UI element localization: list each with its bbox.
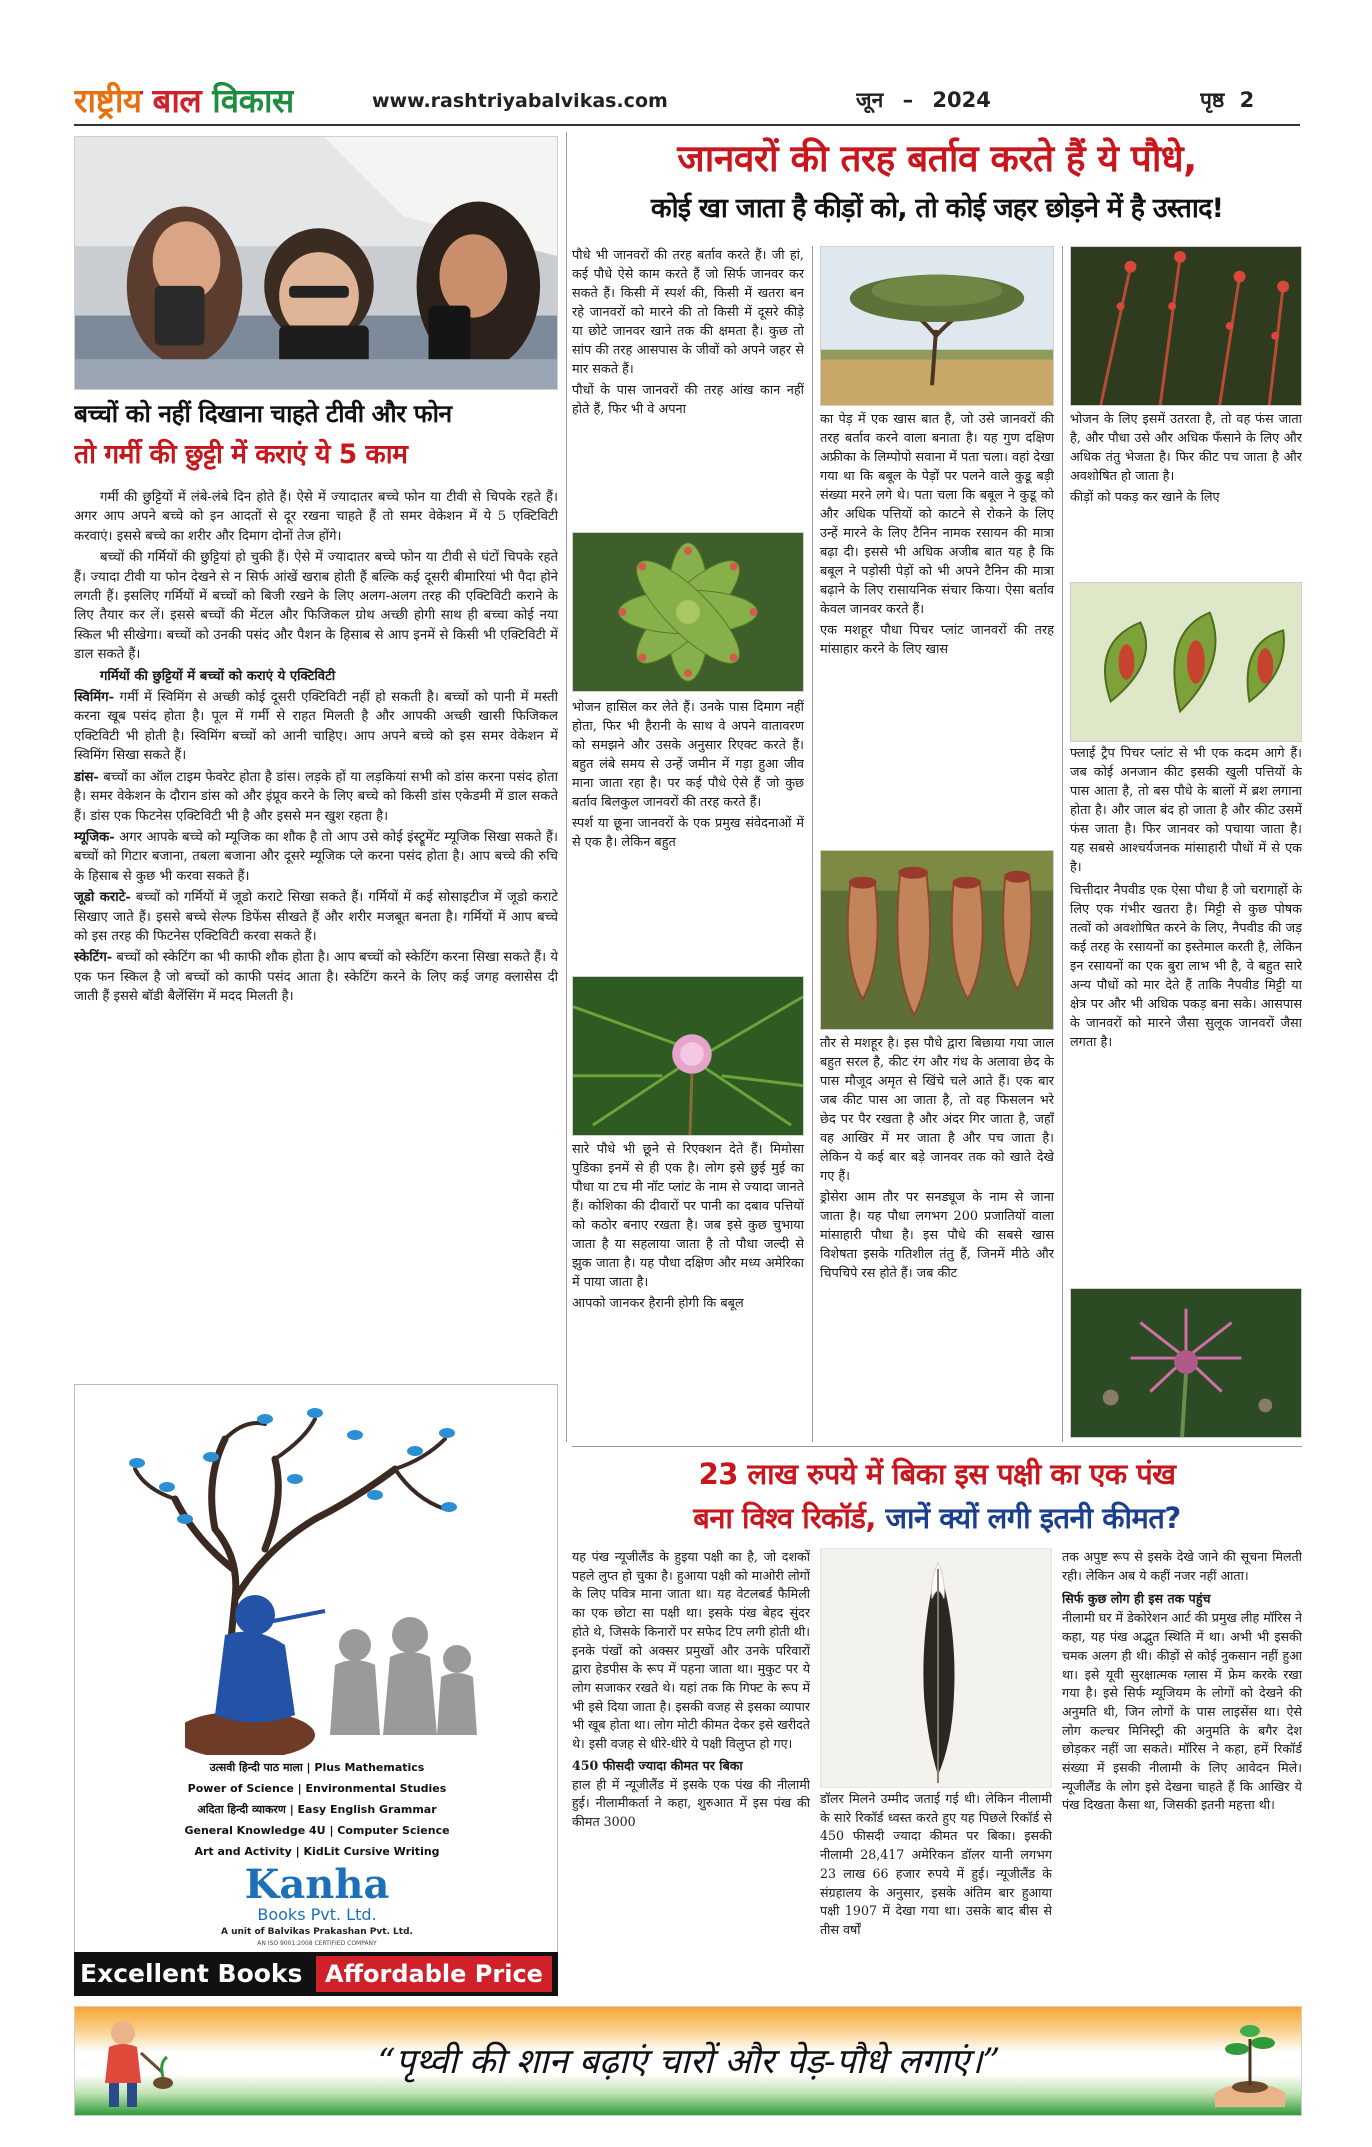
feather-subheading: सिर्फ कुछ लोग ही इस तक पहुंच [1062, 1591, 1211, 1607]
kids-subheading: गर्मियों की छुट्टियों में बच्चों को कराएं ये एक्टिविटी [100, 668, 336, 684]
activity-text: बच्चों का ऑल टाइम फेवरेट होता है डांस। लड़के हों या लड़कियां सभी को डांस करना पसंद होता है। समर वेकेशन के दौरान डांस को और इंप्रूव करने के लिए बच्चे को किसी डांस एकेडमी में डाल सकते हैं। डांस एक फिटनेस एक्टिविटी भी है और इससे मन खुश रहता है। [74, 769, 558, 824]
book-line: Power of Science | Environmental Studies [187, 1782, 447, 1795]
kids-article-headline [74, 394, 558, 484]
kids-headline-line1: बच्चों को नहीं दिखाना चाहते टीवी और फोन [74, 399, 452, 428]
column-divider [1062, 246, 1063, 1442]
issue-date [856, 84, 1056, 116]
book-line: Art and Activity | KidLit Cursive Writing [194, 1845, 440, 1858]
huia-feather-photo [820, 1548, 1052, 1788]
krishna-silhouette [185, 1575, 485, 1755]
kids-intro-para: गर्मी की छुट्टियों में लंबे-लंबे दिन होते हैं। ऐसे में ज्यादातर बच्चे फोन या टीवी से चिपके रहते हैं। अगर आप अपने बच्चे को इन आदतों से दूर रखना चाहते हैं तो समर वेकेशन में ये 5 एक्टिविटी करवाएं। इससे बच्चे का शरीर और दिमाग दोनों तेज होंगे। [74, 490, 558, 544]
plants-col3-mid [1070, 744, 1302, 1272]
feather-subheading: 450 फीसदी ज्यादा कीमत पर बिका [572, 1757, 743, 1773]
page-number [1200, 84, 1320, 116]
masthead [0, 0, 1372, 126]
plants-para: भोजन हासिल कर लेते हैं। उनके पास दिमाग नहीं होता, फिर भी हैरानी के साथ वे अपने वातावरण को समझने और उसके अनुसार रिएक्ट करते हैं। बहुत लंबे समय से उन्हें जमीन में गड़ा हुआ जीव माना जाता रहा है। पर कई पौधे ऐसे हैं जो कुछ बर्ताव बिलकुल जानवरों की तरह करते हैं। [572, 700, 804, 810]
activity-text: गर्मी में स्विमिंग से अच्छी कोई दूसरी एक्टिविटी नहीं हो सकती है। बच्चों को पानी में मस्ती करना खूब पसंद होता है। पूल में गर्मी से राहत मिलती है और आपकी अच्छी खासी फिजिकल एक्टिविटी भी होती है। स्विमिंग बच्चों को आनी चाहिए। आप अपने बच्चे को इस समर वेकेशन में स्विमिंग सिखा सकते हैं। [74, 690, 558, 764]
acacia-tree-photo [820, 246, 1054, 406]
page-label: पृष्ठ [1200, 88, 1225, 112]
kanha-books-advert[interactable] [74, 1384, 558, 1976]
environment-banner [74, 2006, 1302, 2116]
company-sub: Books Pvt. Ltd. [257, 1905, 377, 1924]
plants-headline-line1: जानवरों की तरह बर्ताव करते हैं ये पौधे, [677, 137, 1197, 180]
plants-headline-line2: कोई खा जाता है कीड़ों को, तो कोई जहर छोड़ने में है उस्ताद! [650, 193, 1224, 224]
book-list [105, 1757, 529, 1865]
child-planting-icon [83, 2013, 173, 2111]
feather-col3 [1062, 1548, 1302, 1968]
kids-with-phones-photo [74, 136, 558, 390]
plants-para: एक मशहूर पौधा पिचर प्लांट जानवरों की तरह मांसाहार करने के लिए खास [820, 623, 1054, 657]
venus-flytrap-photo [1070, 582, 1302, 742]
company-name: Kanha [244, 1863, 390, 1907]
plants-col1-top [572, 246, 804, 558]
pitcher-plant-photo [820, 850, 1054, 1030]
website-link[interactable]: www.rashtriyabalvikas.com [372, 90, 668, 112]
date-dash: – [902, 88, 914, 112]
activity-term: स्केटिंग- [74, 950, 113, 966]
brand-logo[interactable] [74, 78, 354, 124]
issue-year: 2024 [932, 88, 991, 112]
company-iso: AN ISO 9001:2008 CERTIFIED COMPANY [257, 1940, 377, 1947]
masthead-rule [74, 124, 1300, 126]
brand-name: राष्ट्रीय बाल विकास [74, 81, 294, 120]
feather-col1 [572, 1548, 810, 1968]
plants-para: का पेड़ में एक खास बात है, जो उसे जानवरों की तरह बर्ताव करने वाला बनाता है। यह गुण दक्षिण अफ्रीका के लिम्पोपो सवाना में पता चला। वहां देखा गया था कि बबूल के पेड़ों पर पलने वाले कुडू बड़ी संख्या मरने लगे थे। पता चला कि बबूल ने कुडू को और अधिक पत्तियों को काटने से रोकने के लिए उन्हें मारने के लिए टैनिन नामक रसायन की मात्रा बढ़ा दी। इससे भी अधिक अजीब बात यह है कि बबूल ने पड़ोसी पेड़ों को भी अपने टैनिन की मात्रा बढ़ाने के लिए रासायनिक संचार किया। ऐसा बर्ताव केवल जानवर करते हैं। [820, 412, 1054, 617]
book-line: उत्सवी हिन्दी पाठ माला | Plus Mathematics [209, 1761, 425, 1774]
activity-judo [74, 888, 558, 946]
plants-article-headline [572, 132, 1302, 242]
feather-headline-part-a: बना विश्व रिकॉर्ड, [693, 1501, 876, 1535]
feather-para: डॉलर मिलने उम्मीद जताई गई थी। लेकिन नीलामी के सारे रिकॉर्ड ध्वस्त करते हुए यह पिछले रिकॉर्ड से 450 फीसदी ज्यादा कीमत पर बिका। इसकी नीलामी 28,417 अमेरिकन डॉलर यानी लगभग 23 लाख 66 हजार रुपये में हुई। न्यूजीलैंड के संग्रहालय के अनुसार, इसके अंतिम बार हुआया पक्षी 1907 में देखा गया था। उसके बाद बीस से तीस वर्षों [820, 1791, 1052, 1937]
banner-slogan: “पृथ्वी की शान बढ़ाएं चारों और पेड़-पौधे लगाएं।” [377, 2042, 1001, 2082]
tagline-right: Affordable Price [316, 1956, 552, 1992]
activity-music [74, 828, 558, 886]
plants-para: स्पर्श या छूना जानवरों के एक प्रमुख संवेदनाओं में से एक है। लेकिन बहुत [572, 816, 804, 850]
sundew-photo [572, 532, 804, 692]
mimosa-photo [572, 976, 804, 1136]
feather-headline-line1: 23 लाख रुपये में बिका इस पक्षी का एक पंख [698, 1457, 1176, 1491]
plants-para: भोजन के लिए इसमें उतरता है, तो वह फंस जाता है, और पौधा उसे और अधिक फँसाने के लिए और अधिक तंतु भेजता है। फिर कीट पच जाता है और अवशोषित हो जाता है। [1070, 412, 1302, 484]
kids-article-body [74, 488, 558, 1360]
plants-intro: पौधे भी जानवरों की तरह बर्ताव करते हैं। जी हां, कई पौधे ऐसे काम करते हैं जो सिर्फ जानवर कर सकते हैं। किसी में स्पर्श की, किसी में खतरा बन रहे जानवरों को मारने की तो किसी में दूसरे कीड़े या छोटे जानवर खाने तक की क्षमता है। कुछ तो सांप की तरह आसपास के जीवों को अपने जहर से मार सकते हैं। [572, 248, 804, 377]
plants-para: चित्तीदार नैपवीड एक ऐसा पौधा है जो चरागाहों के लिए एक गंभीर खतरा है। मिट्टी से कुछ पोषक तत्वों को अवशोषित करने के लिए, नैपवीड की जड़ कई तरह के रसायनों का इस्तेमाल करती है, लेकिन इन रसायनों का एक बुरा लाभ भी है, वे बहुत सारे अन्य पौधों को मार देते हैं ताकि नैपवीड मिट्टी या क्षेत्र पर और भी अधिक पकड़ बना सके। आसपास के जानवरों को मारने जैसा सुलूक जानवरों जैसा लगता है। [1070, 883, 1302, 1050]
book-line: General Knowledge 4U | Computer Science [184, 1824, 450, 1837]
book-line: अदिता हिन्दी व्याकरण | Easy English Grammar [197, 1803, 437, 1816]
plants-para: फ्लाई ट्रैप पिचर प्लांट से भी एक कदम आगे हैं। जब कोई अनजान कीट इसकी खुली पत्तियों के पास आता है, तो बस पौधे के बालों में ब्रश लगाना होता है। और जाल बंद हो जाता है और कीट उसमें फंस जाता है। फिर जानवर को पचाया जाता है। यह सबसे आश्चर्यजनक मांसाहारी पौधों में से एक है। [1070, 746, 1302, 875]
activity-swimming [74, 688, 558, 766]
knapweed-photo [1070, 1288, 1302, 1438]
tagline-left: Excellent Books [80, 1959, 303, 1988]
activity-text: बच्चों को गर्मियों में जूडो कराटे सिखा सकते हैं। गर्मियों में कई सोसाइटीज में जूडो कराटे सिखाए जाते हैं। इससे बच्चे सेल्फ डिफेंस सीखते हैं और शरीर मजबूत बनता है। गर्मियों में आप बच्चे को इस तरह की फिटनेस एक्टिविटी करवा सकते हैं। [74, 890, 558, 944]
activity-term: स्विमिंग- [74, 690, 115, 706]
activity-skating [74, 948, 558, 1006]
plants-col3-top [1070, 410, 1302, 578]
sundew-closeup-photo [1070, 246, 1302, 406]
activity-term: जूडो कराटे- [74, 890, 131, 906]
kids-headline-line2: तो गर्मी की छुट्टी में कराएं ये 5 काम [74, 439, 408, 470]
activity-text: बच्चों को स्केटिंग का भी काफी शौक होता है। आप बच्चों को स्केटिंग करना सिखा सकते हैं। ये एक फन स्किल है जो बच्चों को काफी पसंद आता है। स्केटिंग करने के लिए कई जगह क्लासेस दी जाती हैं इससे बॉडी बैलेंसिंग में मदद मिलती है। [74, 950, 558, 1005]
page-number-value: 2 [1239, 88, 1255, 112]
advert-tagline-bar [74, 1952, 558, 1996]
activity-term: डांस- [74, 769, 99, 785]
feather-headline-line2 [572, 1496, 1302, 1540]
activity-text: अगर आपके बच्चे को म्यूजिक का शौक है तो आप उसे कोई इंस्ट्रूमेंट म्यूजिक सिखा सकते हैं। बच्चों को गिटार बजाना, तबला बजाना और दूसरे म्यूजिक प्ले करना पसंद होता है। आप बच्चे की रुचि के हिसाब से कुछ भी करवा सकते हैं। [74, 829, 558, 884]
feather-article-headline [572, 1452, 1302, 1544]
feather-para: यह पंख न्यूजीलैंड के हुइया पक्षी का है, जो दशकों पहले लुप्त हो चुका है। हुआया पक्षी को माओरी लोगों के लिए पवित्र माना जाता था। यह वेटलबर्ड फैमिली का एक छोटा सा पक्षी था। इसके पंख बेहद सुंदर होते थे, जिसके किनारों पर सफेद टिप लगी होती थी। इनके पंखों को अक्सर प्रमुखों और उनके परिवारों द्वारा हेडपीस के रूप में पहना जाता था। मुकुट पर ये लोग सजाकर रखते थे। यहां तक कि गिफ्ट के रूप में भी इसे दिया जाता है। इसकी वजह से इसका व्यापार भी खूब होता था। लोग मोटी कीमत देकर इसे खरीदते थे। इसी वजह से धीरे-धीरे ये पक्षी विलुप्त हो गए। [572, 1549, 810, 1752]
activity-term: म्यूजिक- [74, 829, 115, 845]
section-divider [572, 1446, 1302, 1447]
plants-para: सारे पौधे भी छूने से रिएक्शन देते हैं। मिमोसा पुडिका इनमें से ही एक है। लोग इसे छुई मुई का पौधा या टच मी नॉट प्लांट के नाम से ज्यादा जानते हैं। कोशिका की दीवारों पर पानी का दबाव पत्तियों को कठोर बनाए रखता है। जब इसे कुछ चुभाया जाता है या सहलाया जाता है तो पौधा जल्दी से झुक जाता है। यह पौधा दक्षिण और मध्य अमेरिका में पाया जाता है। [572, 1142, 804, 1290]
plants-para: कीड़ों को पकड़ कर खाने के लिए [1070, 490, 1220, 505]
kids-body-para: बच्चों की गर्मियों की छुट्टियां हो चुकी हैं। ऐसे में ज्यादातर बच्चे फोन या टीवी से घंटों चिपके रहते हैं। ज्यादा टीवी या फोन देखने से न सिर्फ आंखें खराब होती हैं बल्कि कई दूसरी बीमारियां भी पैदा होने लगती हैं। इसलिए गर्मियों में बच्चों को बिजी रखने के लिए अलग-अलग तरह की एक्टिविटी कराने के लिए तैयार कर लें। इससे बच्चों की मेंटल और फिजिकल ग्रोथ अच्छी होगी साथ ही बच्चा कोई नया स्किल भी सीखेगा। बच्चों को उनकी पसंद और पैशन के हिसाब से आप इनमें से किसी भी एक्टिविटी में डाल सकते हैं। [74, 550, 558, 663]
column-divider [566, 132, 567, 1442]
feather-para: तक अपुष्ट रूप से इसके देखे जाने की सूचना मिलती रही। लेकिन अब ये कहीं नजर नहीं आता। [1062, 1549, 1302, 1583]
issue-month: जून [856, 88, 884, 112]
feather-para: नीलामी घर में डेकोरेशन आर्ट की प्रमुख लीह मॉरिस ने कहा, यह पंख अद्भुत स्थिति में था। अभी भी इसकी चमक अलग ही थी। कीड़ों से कोई नुकसान नहीं हुआ था। इसे यूवी सुरक्षात्मक ग्लास में फ्रेम करके रखा गया है। इसे सिर्फ म्यूजियम के लोगों को देखने की अनुमति थी, जिन लोगों के पास लाइसेंस था। ऐसे लोग कल्चर मिनिस्ट्री की अनुमति के बगैर देश छोड़कर नहीं जा सकते। मॉरिस ने कहा, हमें रिकॉर्ड संख्या में इसकी नीलामी के लिए आवेदन मिले। न्यूजीलैंड के लोग इसे देखना चाहते हैं कि आखिर ये पंख दिखता कैसा था, जिसकी इतनी महत्ता थी। [1062, 1610, 1302, 1813]
company-unit: A unit of Balvikas Prakashan Pvt. Ltd. [221, 1927, 413, 1937]
hands-sapling-icon [1205, 2013, 1295, 2111]
activity-dance [74, 768, 558, 826]
plants-para: आपको जानकर हैरानी होगी कि बबूल [572, 1296, 744, 1311]
feather-headline-part-b: जानें क्यों लगी इतनी कीमत? [885, 1501, 1181, 1535]
feather-para: हाल ही में न्यूजीलैंड में इसके एक पंख की नीलामी हुई। नीलामीकर्ता ने कहा, शुरुआत में इस पंख की कीमत 3000 [572, 1776, 810, 1830]
plants-col1-bottom [572, 1140, 804, 1440]
plants-col1-mid [572, 698, 804, 982]
plants-col2-top [820, 410, 1054, 880]
plants-para: तौर से मशहूर है। इस पौधे द्वारा बिछाया गया जाल बहुत सरल है, कीट रंग और गंध के अलावा छेद के पास मौजूद अमृत से खिंचे चले आते हैं। एक बार जब कीट पास आ जाता है, तो वह फिसलन भरे छेद पर पैर रखता है और अंदर गिर जाता है, जहाँ वह आखिर में मर जाता है और पच जाता है। लेकिन ये कई बार बड़े जानवर तक को खाते देखे गए हैं। [820, 1036, 1054, 1184]
feather-col2 [820, 1790, 1052, 1970]
plants-col2-bottom [820, 1034, 1054, 1440]
column-divider [812, 246, 813, 1442]
plants-para: ड्रोसेरा आम तौर पर सनड्यूज के नाम से जाना जाता है। यह पौधा लगभग 200 प्रजातियों वाला मांसाहारी पौधा है। इस पौधे की सबसे खास विशेषता इसके गतिशील तंतु हैं, जिनमें मीठे और चिपचिपे रस होते हैं। जब कीट [820, 1190, 1054, 1281]
plants-para: पौधों के पास जानवरों की तरह आंख कान नहीं होते हैं, फिर भी वे अपना [572, 383, 804, 417]
